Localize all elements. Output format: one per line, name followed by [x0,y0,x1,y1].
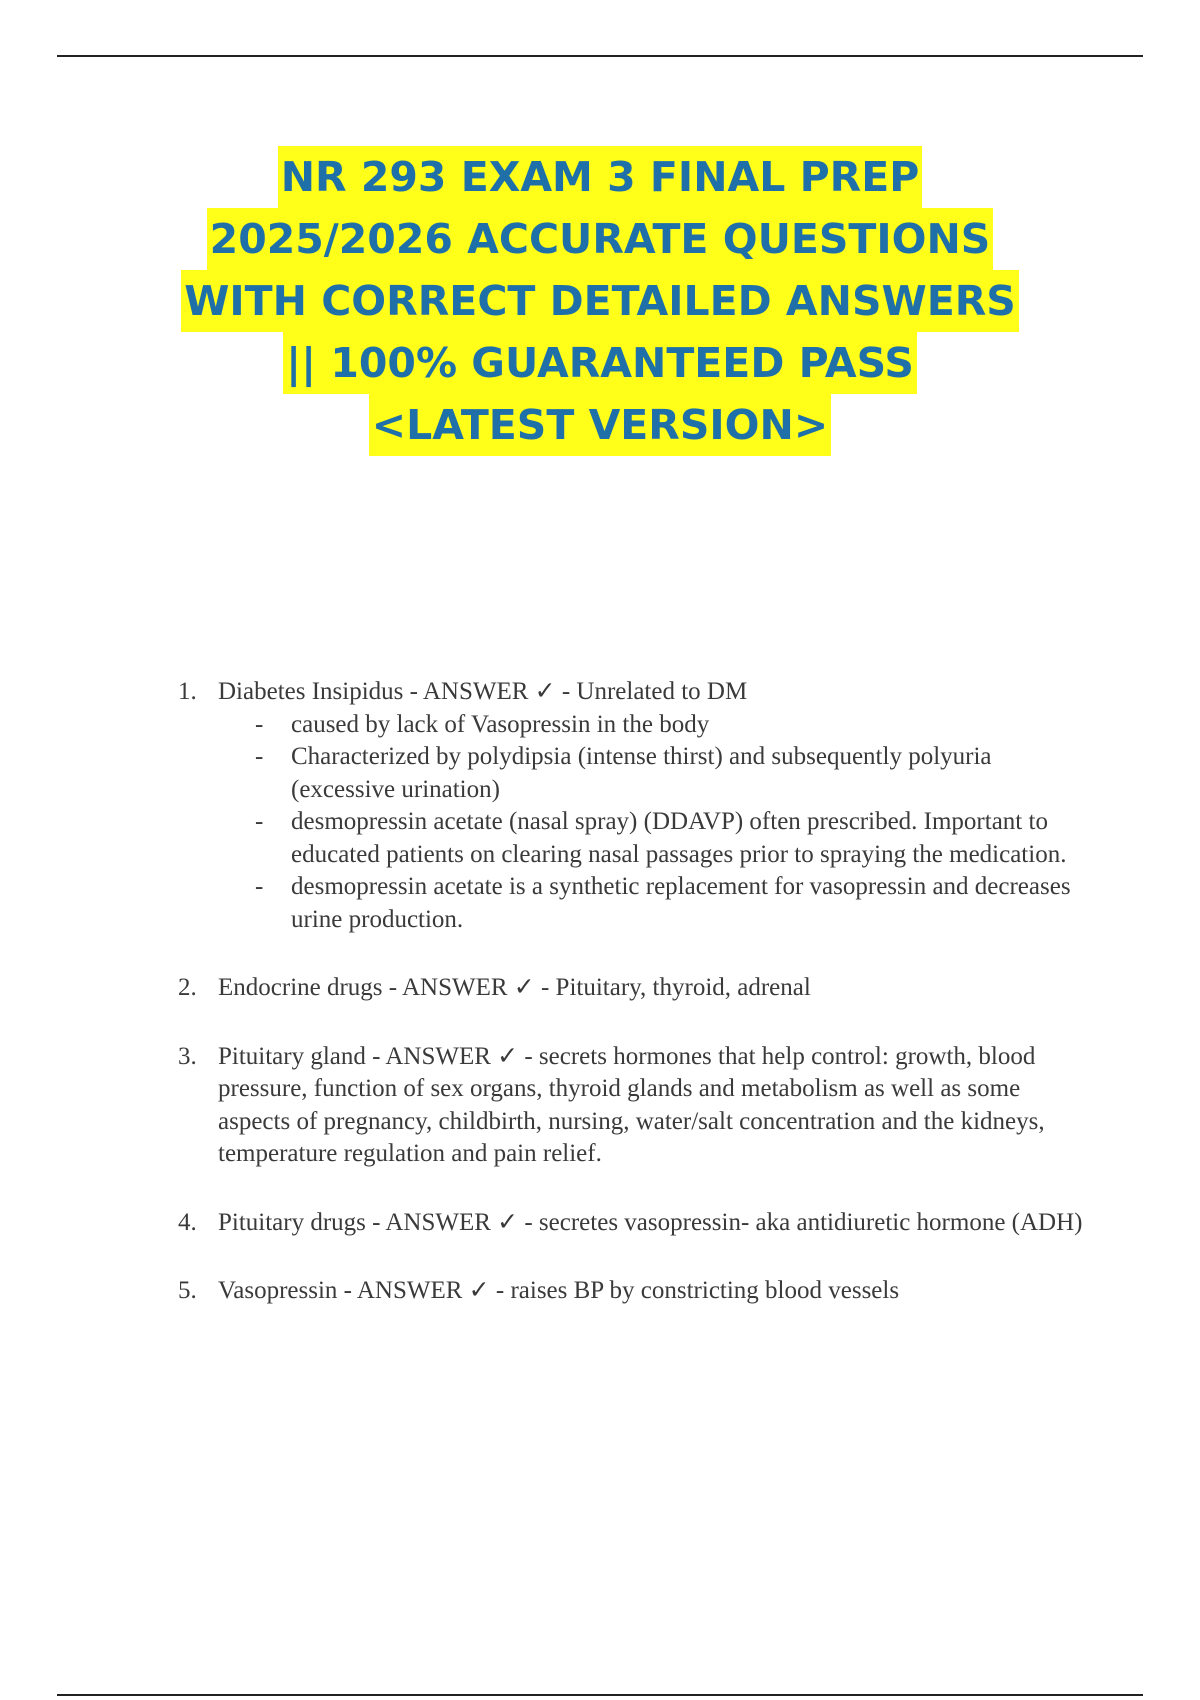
bullet-item [218,806,1098,871]
item-text: Endocrine drugs - ANSWER ✓ - Pituitary, thyroid, adrenal [218,974,811,1001]
bullet-dash: - [255,873,264,900]
bullet-dash: - [255,710,264,738]
item-text: Pituitary drugs - ANSWER ✓ - secretes vasopressin- aka antidiuretic hormone (ADH) [218,1208,1083,1236]
bullet-item [218,741,1098,806]
title-line-3: WITH CORRECT DETAILED ANSWERS [181,270,1019,332]
bullet-dash: - [255,743,264,770]
question-answer-list [178,676,1098,1344]
title-line-2: 2025/2026 ACCURATE QUESTIONS [207,208,994,270]
qa-item-2 [178,972,1098,1005]
item-number: 2. [178,974,197,1001]
item-text: Pituitary gland - ANSWER ✓ - secrets hormones that help control: growth, blood pressure, function of sex organs, thyroid glands and metabolism as well as some aspects of pregnancy, childbirth, nursing, water/salt concentration and the kidneys, temperature regulation and pain relief. [218,1042,1045,1167]
qa-item-1 [178,676,1098,936]
qa-item-3 [178,1041,1098,1171]
bullet-text: caused by lack of Vasopressin in the body [291,710,710,738]
bullet-text: desmopressin acetate is a synthetic replacement for vasopressin and decreases urine production. [291,873,1071,933]
document-title [100,146,1100,456]
bottom-horizontal-rule [57,1694,1143,1696]
bullet-text: Characterized by polydipsia (intense thirst) and subsequently polyuria (excessive urination) [291,743,992,803]
title-line-1: NR 293 EXAM 3 FINAL PREP [278,146,923,208]
bullet-text: desmopressin acetate (nasal spray) (DDAVP) often prescribed. Important to educated patients on clearing nasal passages prior to spraying the medication. [291,808,1067,868]
item-number: 5. [178,1277,197,1304]
item-number: 4. [178,1208,197,1236]
title-line-5: <LATEST VERSION> [369,394,831,456]
title-line-4: || 100% GUARANTEED PASS [283,332,917,394]
item-number: 3. [178,1042,197,1070]
item-bullet-list [218,709,1098,937]
qa-item-4 [178,1207,1098,1240]
bullet-item [218,871,1098,936]
bullet-item [218,709,1098,742]
qa-item-5 [178,1275,1098,1308]
item-text: Diabetes Insipidus - ANSWER ✓ - Unrelated to DM [218,678,748,705]
bullet-dash: - [255,808,264,835]
item-text: Vasopressin - ANSWER ✓ - raises BP by constricting blood vessels [218,1277,900,1304]
item-number: 1. [178,678,197,705]
top-horizontal-rule [57,55,1143,57]
